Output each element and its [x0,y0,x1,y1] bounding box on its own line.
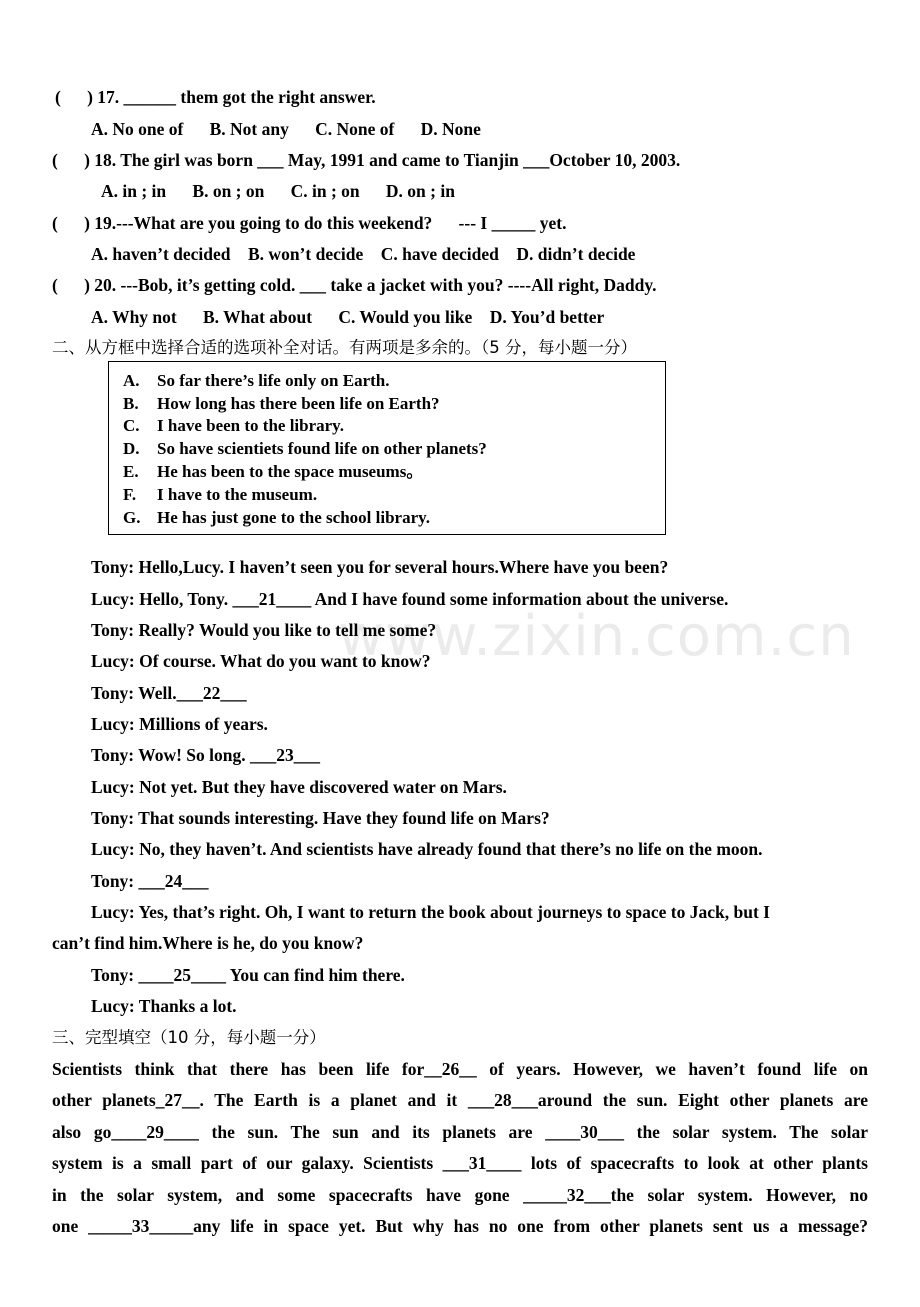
dialogue-line: Lucy: Not yet. But they have discovered water on Mars. [91,777,507,797]
question-18-options: A. in ; in B. on ; on C. in ; on D. on ; in [101,181,455,201]
dialogue-line: Tony: That sounds interesting. Have they found life on Mars? [91,808,550,828]
question-20-stem: ( ) 20. ---Bob, it’s getting cold. ___ take a jacket with you? ----All right, Daddy. [52,275,657,295]
box-option-g: G. He has just gone to the school library. [123,508,430,527]
dialogue-line: Tony: ____25____ You can find him there. [91,965,405,985]
box-option-f: F. I have to the museum. [123,485,318,504]
dialogue-line: Tony: Hello,Lucy. I haven’t seen you for several hours.Where have you been? [91,557,669,577]
question-19-stem: ( ) 19.---What are you going to do this weekend? --- I _____ yet. [52,213,567,233]
cloze-line: also go____29____ the sun. The sun and its planets are ____30___ the solar system. The solar [52,1122,868,1142]
cloze-line: other planets_27__. The Earth is a planet and it ___28___around the sun. Eight other planets are [52,1090,868,1110]
dialogue-line: Lucy: Yes, that’s right. Oh, I want to return the book about journeys to space to Jack, but I [91,902,770,922]
dialogue-line: Tony: Really? Would you like to tell me some? [91,620,437,640]
dialogue-line: Tony: ___24___ [91,871,209,891]
question-17-options: A. No one of B. Not any C. None of D. None [91,119,481,139]
watermark: www.zixin.com.cn [338,604,855,669]
question-20-options: A. Why not B. What about C. Would you like D. You’d better [91,307,605,327]
dialogue-line: Tony: Well.___22___ [91,683,247,703]
cloze-line: Scientists think that there has been life for__26__ of years. However, we haven’t found life on [52,1059,868,1079]
box-option-c: C. I have been to the library. [123,416,344,435]
dialogue-line: Lucy: Thanks a lot. [91,996,237,1016]
box-option-a: A. So far there’s life only on Earth. [123,371,390,390]
dialogue-line: Tony: Wow! So long. ___23___ [91,745,321,765]
dialogue-line: Lucy: Of course. What do you want to know? [91,651,431,671]
options-box [108,361,666,535]
box-option-d: D. So have scientiets found life on other planets? [123,439,487,458]
cloze-line: one _____33_____any life in space yet. But why has no one from other planets sent us a message? [52,1216,868,1236]
dialogue-line: can’t find him.Where is he, do you know? [52,933,364,953]
dialogue-line: Lucy: No, they haven’t. And scientists have already found that there’s no life on the moon. [91,839,763,859]
dialogue-line: Lucy: Hello, Tony. ___21____ And I have found some information about the universe. [91,589,729,609]
cloze-line: system is a small part of our galaxy. Scientists ___31____ lots of spacecrafts to look at other plants [52,1153,868,1173]
dialogue-line: Lucy: Millions of years. [91,714,268,734]
question-19-options: A. haven’t decided B. won’t decide C. have decided D. didn’t decide [91,244,636,264]
section2-heading: 二、从方框中选择合适的选项补全对话。有两项是多余的。（5 分，每小题一分） [52,338,637,357]
box-option-b: B. How long has there been life on Earth? [123,394,440,413]
question-18-stem: ( ) 18. The girl was born ___ May, 1991 and came to Tianjin ___October 10, 2003. [52,150,681,170]
section3-heading: 三、完型填空（10 分，每小题一分） [52,1028,326,1047]
question-17-stem: ( ) 17. ______ them got the right answer. [55,87,376,107]
box-option-e: E. He has been to the space museums。 [123,462,424,481]
cloze-line: in the solar system, and some spacecrafts have gone _____32___the solar system. However, no [52,1185,868,1205]
